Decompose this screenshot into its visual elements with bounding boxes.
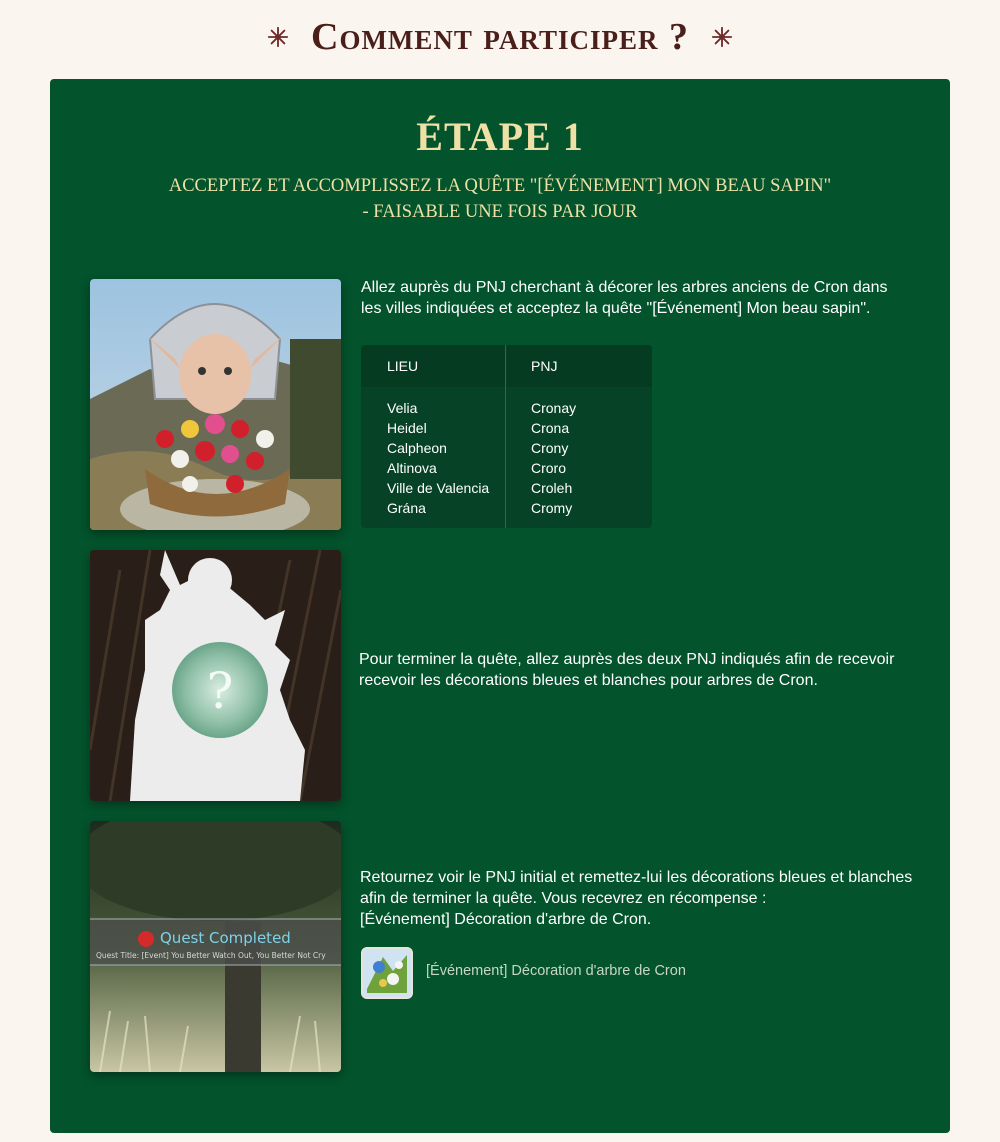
step-card — [50, 79, 950, 1133]
npc-item: Crona — [531, 420, 570, 436]
npc-item: Crony — [531, 440, 569, 456]
question-mark-icon: ? — [206, 662, 234, 720]
snowflake-left-icon — [267, 26, 289, 48]
npc-item: Croro — [531, 460, 567, 476]
location-item: Calpheon — [387, 440, 447, 456]
location-column — [361, 345, 506, 528]
npc-item: Cromy — [531, 500, 573, 516]
location-header: LIEU — [361, 345, 505, 387]
step-instruction-1-line2: les villes indiquées et acceptez la quête "[Événement] Mon beau sapin". — [361, 300, 871, 317]
step-instruction-1-line1: Allez auprès du PNJ cherchant à décorer les arbres anciens de Cron dans — [361, 279, 888, 296]
reward-item-icon[interactable] — [361, 947, 413, 999]
step-title: ÉTAPE 1 — [416, 114, 584, 159]
npc-item: Cronay — [531, 400, 577, 416]
location-item: Heidel — [387, 420, 427, 436]
snowflake-right-icon — [711, 26, 733, 48]
step-instruction-3-line2: afin de terminer la quête. Vous recevrez en récompense : — [360, 890, 767, 907]
step-instruction-2-line1: Pour terminer la quête, allez auprès des deux PNJ indiqués afin de recevoir — [359, 651, 895, 668]
step-subtitle-line2: - FAISABLE UNE FOIS PAR JOUR — [362, 202, 638, 222]
quest-completed-subline: Quest Title: [Event] You Better Watch Out, You Better Not Cry — [96, 951, 326, 960]
npc-list — [507, 387, 652, 518]
page-title: Comment participer ? — [311, 16, 689, 58]
quest-completed-screenshot — [90, 821, 341, 1072]
step-instruction-2-line2: recevoir les décorations bleues et blanches pour arbres de Cron. — [359, 672, 818, 689]
step-instruction-3-line1: Retournez voir le PNJ initial et remettez-lui les décorations bleues et blanches — [360, 869, 913, 886]
reward-item-name: [Événement] Décoration d'arbre de Cron — [426, 963, 686, 979]
location-item: Ville de Valencia — [387, 480, 490, 496]
location-item: Velia — [387, 400, 418, 416]
location-list — [361, 387, 505, 518]
npc-header: PNJ — [507, 345, 652, 387]
page-header — [0, 12, 1000, 62]
step-instruction-3-line3: [Événement] Décoration d'arbre de Cron. — [360, 911, 652, 928]
mystery-npc-screenshot — [90, 550, 341, 801]
step-instruction-1 — [361, 277, 888, 319]
step-subtitle-line1: ACCEPTEZ ET ACCOMPLISSEZ LA QUÊTE "[ÉVÉNEMENT] MON BEAU SAPIN" — [168, 176, 832, 196]
location-item: Altinova — [387, 460, 437, 476]
step-instruction-3 — [360, 867, 912, 930]
npc-item: Croleh — [531, 480, 573, 496]
location-item: Grána — [387, 500, 426, 516]
npc-screenshot — [90, 279, 341, 530]
npc-location-table — [361, 345, 652, 528]
quest-completed-banner: Quest Completed — [160, 929, 291, 947]
npc-column — [507, 345, 652, 528]
step-instruction-2 — [359, 649, 894, 691]
step-subtitle — [50, 173, 950, 225]
